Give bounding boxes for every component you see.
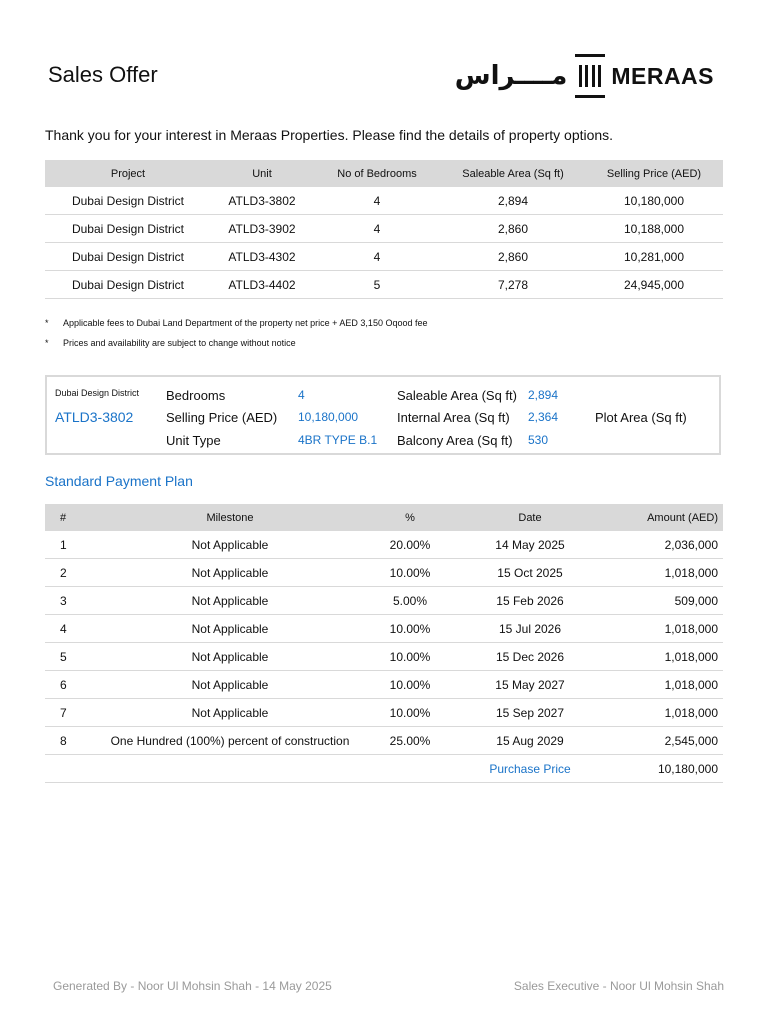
property-options-table — [45, 160, 723, 299]
cell-milestone: Not Applicable — [90, 699, 370, 727]
cell-amount: 1,018,000 — [610, 615, 723, 643]
table-row — [45, 699, 723, 727]
col-header-bedrooms: No of Bedrooms — [313, 160, 441, 187]
cell-price: 10,188,000 — [585, 215, 723, 243]
cell-percent: 10.00% — [370, 699, 450, 727]
col-header-amount: Amount (AED) — [610, 504, 723, 531]
table-row — [45, 727, 723, 755]
plot-area-label: Plot Area (Sq ft) — [595, 410, 687, 425]
payment-plan-table — [45, 504, 723, 783]
cell-percent: 25.00% — [370, 727, 450, 755]
col-header-unit: Unit — [211, 160, 313, 187]
table-header-row — [45, 160, 723, 187]
cell-unit: ATLD3-3902 — [211, 215, 313, 243]
total-row — [45, 755, 723, 783]
cell-milestone: Not Applicable — [90, 671, 370, 699]
table-row — [45, 215, 723, 243]
cell-date: 15 Feb 2026 — [450, 587, 610, 615]
cell-price: 10,281,000 — [585, 243, 723, 271]
cell-project: Dubai Design District — [45, 271, 211, 299]
cell-amount: 1,018,000 — [610, 699, 723, 727]
col-header-milestone: Milestone — [90, 504, 370, 531]
note-bullet: * — [45, 318, 49, 328]
cell-number: 7 — [45, 699, 90, 727]
footer-generated-by: Generated By - Noor Ul Mohsin Shah - 14 May 2025 — [53, 979, 332, 993]
cell-project: Dubai Design District — [45, 187, 211, 215]
cell-bedrooms: 4 — [313, 187, 441, 215]
footer-sales-executive: Sales Executive - Noor Ul Mohsin Shah — [513, 979, 724, 993]
table-row — [45, 243, 723, 271]
cell-number: 3 — [45, 587, 90, 615]
selling-price-label: Selling Price (AED) — [166, 410, 278, 425]
cell-date: 15 Oct 2025 — [450, 559, 610, 587]
cell-price: 24,945,000 — [585, 271, 723, 299]
cell-number: 2 — [45, 559, 90, 587]
table-row — [45, 615, 723, 643]
cell-date: 14 May 2025 — [450, 531, 610, 559]
cell-milestone: One Hundred (100%) percent of construction — [90, 727, 370, 755]
cell-unit: ATLD3-4402 — [211, 271, 313, 299]
cell-unit: ATLD3-4302 — [211, 243, 313, 271]
unit-type-label: Unit Type — [166, 433, 221, 448]
cell-date: 15 Aug 2029 — [450, 727, 610, 755]
col-header-saleable-area: Saleable Area (Sq ft) — [441, 160, 585, 187]
cell-bedrooms: 5 — [313, 271, 441, 299]
cell-percent: 5.00% — [370, 587, 450, 615]
cell-amount: 1,018,000 — [610, 643, 723, 671]
balcony-area-label: Balcony Area (Sq ft) — [397, 433, 513, 448]
note-bullet: * — [45, 338, 49, 348]
col-header-percent: % — [370, 504, 450, 531]
cell-project: Dubai Design District — [45, 215, 211, 243]
cell-amount: 2,545,000 — [610, 727, 723, 755]
saleable-area-value: 2,894 — [528, 388, 559, 402]
bedrooms-label: Bedrooms — [166, 388, 226, 403]
cell-bedrooms: 4 — [313, 215, 441, 243]
balcony-area-value: 530 — [528, 433, 549, 447]
col-header-date: Date — [450, 504, 610, 531]
cell-milestone: Not Applicable — [90, 587, 370, 615]
logo-arabic-text: مــــراس — [454, 61, 568, 91]
cell-number: 1 — [45, 531, 90, 559]
cell-date: 15 Sep 2027 — [450, 699, 610, 727]
cell-amount: 2,036,000 — [610, 531, 723, 559]
cell-percent: 10.00% — [370, 643, 450, 671]
cell-bedrooms: 4 — [313, 243, 441, 271]
cell-area: 7,278 — [441, 271, 585, 299]
cell-amount: 1,018,000 — [610, 559, 723, 587]
bedrooms-value: 4 — [298, 388, 305, 402]
cell-percent: 10.00% — [370, 559, 450, 587]
table-row — [45, 271, 723, 299]
saleable-area-label: Saleable Area (Sq ft) — [397, 388, 517, 403]
selling-price-value: 10,180,000 — [298, 410, 359, 424]
col-header-selling-price: Selling Price (AED) — [585, 160, 723, 187]
cell-date: 15 Dec 2026 — [450, 643, 610, 671]
cell-number: 6 — [45, 671, 90, 699]
logo-mark-icon — [575, 54, 605, 98]
table-header-row — [45, 504, 723, 531]
cell-area: 2,860 — [441, 243, 585, 271]
table-row — [45, 531, 723, 559]
unit-code: ATLD3-3802 — [55, 409, 134, 425]
cell-date: 15 May 2027 — [450, 671, 610, 699]
unit-project-name: Dubai Design District — [55, 388, 140, 398]
payment-plan-title: Standard Payment Plan — [45, 473, 193, 489]
cell-amount: 509,000 — [610, 587, 723, 615]
meraas-logo — [455, 54, 714, 98]
unit-detail-card — [45, 375, 721, 455]
cell-price: 10,180,000 — [585, 187, 723, 215]
page-title: Sales Offer — [48, 62, 158, 87]
table-row — [45, 643, 723, 671]
cell-percent: 10.00% — [370, 615, 450, 643]
cell-number: 8 — [45, 727, 90, 755]
cell-date: 15 Jul 2026 — [450, 615, 610, 643]
note-text: Applicable fees to Dubai Land Department of the property net price + AED 3,150 Oqood fee — [63, 318, 428, 328]
cell-unit: ATLD3-3802 — [211, 187, 313, 215]
cell-number: 4 — [45, 615, 90, 643]
purchase-price-value: 10,180,000 — [610, 755, 723, 783]
table-row — [45, 559, 723, 587]
cell-project: Dubai Design District — [45, 243, 211, 271]
cell-milestone: Not Applicable — [90, 615, 370, 643]
cell-percent: 20.00% — [370, 531, 450, 559]
note-availability — [45, 338, 296, 348]
internal-area-label: Internal Area (Sq ft) — [397, 410, 510, 425]
intro-text: Thank you for your interest in Meraas Properties. Please find the details of property options. — [45, 127, 614, 143]
cell-milestone: Not Applicable — [90, 643, 370, 671]
cell-milestone: Not Applicable — [90, 559, 370, 587]
internal-area-value: 2,364 — [528, 410, 559, 424]
table-row — [45, 187, 723, 215]
cell-area: 2,860 — [441, 215, 585, 243]
cell-milestone: Not Applicable — [90, 531, 370, 559]
note-fees — [45, 318, 427, 328]
col-header-project: Project — [45, 160, 211, 187]
purchase-price-label: Purchase Price — [450, 755, 610, 783]
col-header-number: # — [45, 504, 90, 531]
note-text: Prices and availability are subject to change without notice — [63, 338, 296, 348]
cell-percent: 10.00% — [370, 671, 450, 699]
cell-area: 2,894 — [441, 187, 585, 215]
unit-type-value: 4BR TYPE B.1 — [298, 433, 378, 447]
table-row — [45, 587, 723, 615]
logo-english-text: MERAAS — [611, 62, 714, 89]
table-row — [45, 671, 723, 699]
cell-number: 5 — [45, 643, 90, 671]
cell-amount: 1,018,000 — [610, 671, 723, 699]
